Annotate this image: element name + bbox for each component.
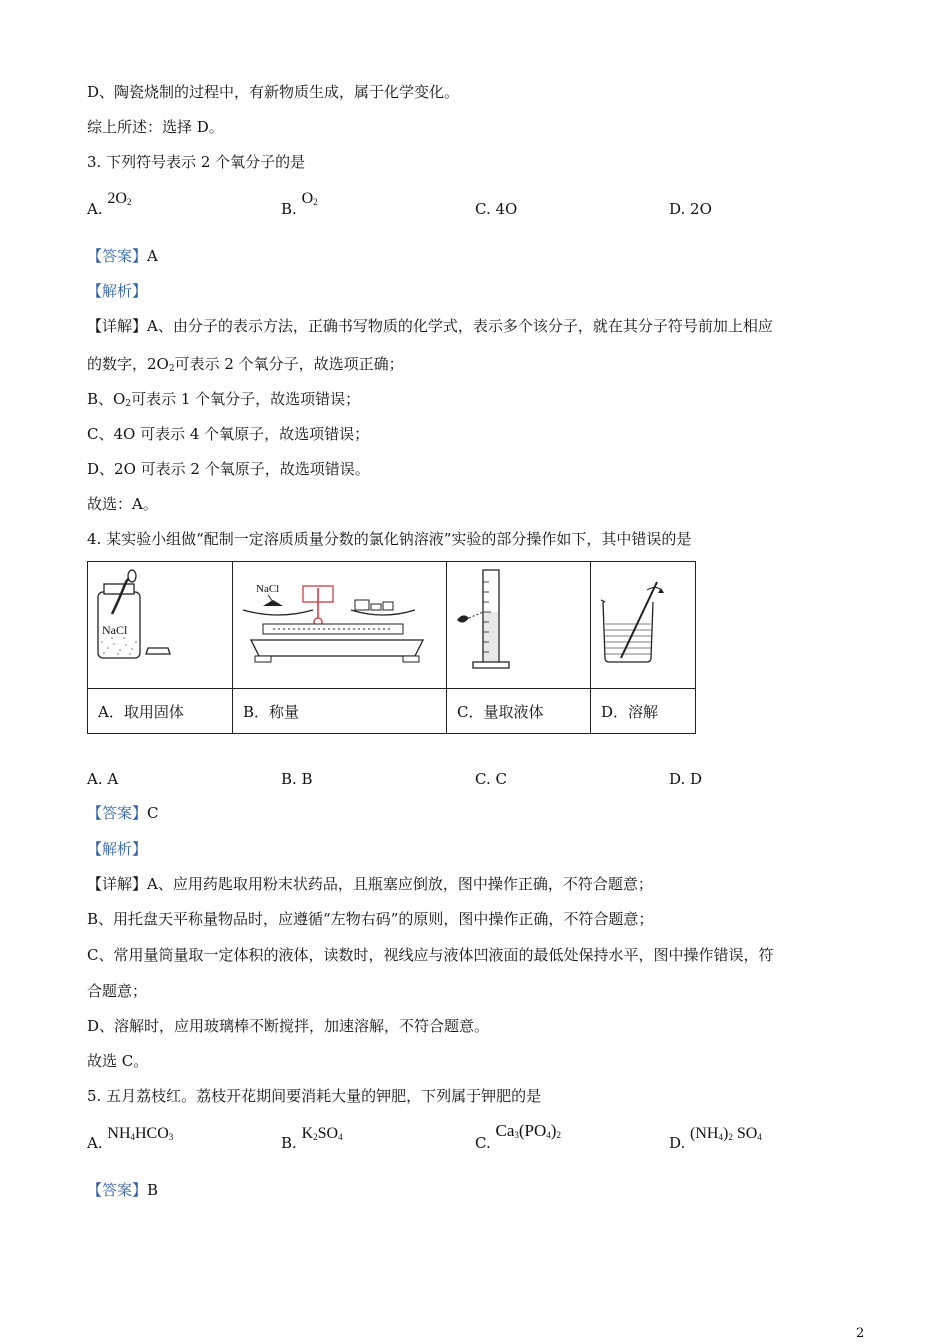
q3-option-b: B. $O_2$ xyxy=(281,190,318,218)
table-label-a: A．取用固体 xyxy=(88,689,233,734)
q3-conclusion: 故选：A。 xyxy=(87,495,158,513)
q4-operations-table xyxy=(87,561,696,734)
q3-answer: 【答案】A xyxy=(87,247,158,265)
q3-detail-c: C、4O 可表示 4 个氧原子，故选项错误； xyxy=(87,425,370,443)
q5-option-a: A. $NH_4HCO_3$ xyxy=(87,1125,174,1152)
q3-detail-2: 的数字，$2O_2$可表示 2 个氧分子，故选项正确； xyxy=(87,355,404,374)
question-4-title: 4. 某实验小组做“配制一定溶质质量分数的氯化钠溶液”实验的部分操作如下，其中错误的是 xyxy=(87,530,692,548)
q5-option-b: B. $K_2SO_4$ xyxy=(281,1125,343,1152)
page-number: 2 xyxy=(856,1326,865,1341)
nacl-scale-label: NaCl xyxy=(256,583,280,595)
text-line-d-ceramics: D、陶瓷烧制的过程中，有新物质生成，属于化学变化。 xyxy=(87,83,460,101)
q4-option-a: A. A xyxy=(87,770,119,788)
figure-dissolve xyxy=(591,562,696,689)
figure-measure-liquid xyxy=(447,562,591,689)
q4-option-d: D. D xyxy=(669,770,703,788)
q4-detail-c-2: 合题意； xyxy=(87,982,148,1000)
nacl-jar-label: NaCl xyxy=(102,623,128,637)
q5-option-c: C. $Ca_3(PO_4)_2$ xyxy=(475,1121,561,1152)
figure-weighing-balance xyxy=(233,562,447,689)
q3-option-a: A. $2O_2$ xyxy=(87,190,132,218)
q5-option-d: D. $(NH_4)_2$ $SO_4$ xyxy=(669,1125,762,1152)
q4-option-c: C. C xyxy=(475,770,507,788)
text-line-summary: 综上所述：选择 D。 xyxy=(87,118,224,136)
table-label-b: B．称量 xyxy=(233,689,447,734)
q4-detail-c-1: C、常用量筒量取一定体积的液体，读数时，视线应与液体凹液面的最低处保持水平，图中操作错误，符 xyxy=(87,946,774,964)
q4-answer: 【答案】C xyxy=(87,804,159,822)
q3-option-c: C. 4O xyxy=(475,200,518,218)
q4-conclusion: 故选 C。 xyxy=(87,1052,149,1070)
q5-answer: 【答案】B xyxy=(87,1181,159,1199)
question-3-title: 3. 下列符号表示 2 个氧分子的是 xyxy=(87,153,306,171)
q3-detail-1: 【详解】A、由分子的表示方法，正确书写物质的化学式，表示多个该分子，就在其分子符号前加上相应 xyxy=(87,317,773,335)
table-label-c: C．量取液体 xyxy=(447,689,591,734)
q4-analysis-tag: 【解析】 xyxy=(87,840,148,858)
figure-take-solid xyxy=(88,562,233,689)
q4-detail-b: B、用托盘天平称量物品时，应遵循“左物右码”的原则，图中操作正确，不符合题意； xyxy=(87,910,654,928)
q4-detail-d: D、溶解时，应用玻璃棒不断搅拌，加速溶解，不符合题意。 xyxy=(87,1017,490,1035)
q3-detail-b: B、$O_2$可表示 1 个氧分子，故选项错误； xyxy=(87,390,361,409)
q4-option-b: B. B xyxy=(281,770,313,788)
question-5-title: 5. 五月荔枝红。荔枝开花期间要消耗大量的钾肥，下列属于钾肥的是 xyxy=(87,1087,542,1105)
q3-analysis-tag: 【解析】 xyxy=(87,282,148,300)
q4-detail-a: 【详解】A、应用药匙取用粉末状药品，且瓶塞应倒放，图中操作正确，不符合题意； xyxy=(87,875,653,893)
table-label-d: D．溶解 xyxy=(591,689,696,734)
q3-detail-d: D、2O 可表示 2 个氧原子，故选项错误。 xyxy=(87,460,370,478)
q3-option-d: D. 2O xyxy=(669,200,712,218)
